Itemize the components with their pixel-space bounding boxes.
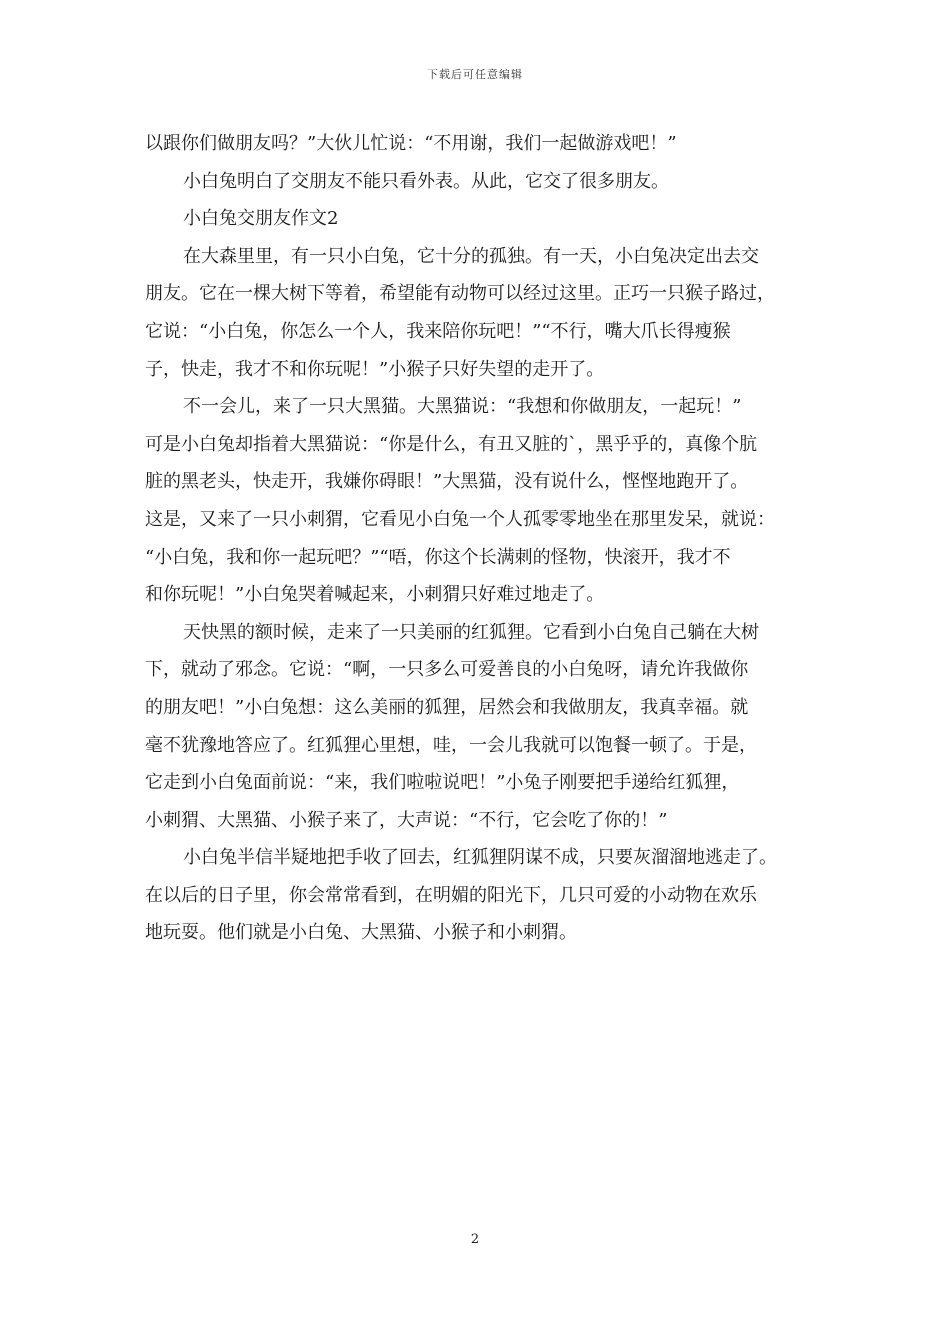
- text-line: 小白兔半信半疑地把手收了回去，红狐狸阴谋不成，只要灰溜溜地逃走了。: [183, 847, 777, 869]
- text-line: 这是，又来了一只小刺猬，它看见小白兔一个人孤零零地坐在那里发呆，就说：: [145, 508, 775, 530]
- text-line: 脏的黑老头，快走开，我嫌你碍眼！”大黑猫，没有说什么，悭悭地跑开了。: [145, 471, 749, 493]
- page-header: 下载后可任意编辑: [427, 68, 523, 81]
- text-line: 毫不犹豫地答应了。红狐狸心里想，哇，一会儿我就可以饱餐一顿了。于是，: [145, 734, 757, 756]
- text-line: 和你玩呢！”小白兔哭着喊起来，小刺猬只好难过地走了。: [145, 584, 605, 606]
- document-body: [145, 125, 825, 952]
- text-line: 子，快走，我才不和你玩呢！”小猴子只好失望的走开了。: [145, 358, 605, 380]
- text-line: 小白兔明白了交朋友不能只看外表。从此，它交了很多朋友。: [183, 170, 669, 192]
- text-line: 可是小白兔却指着大黑猫说：“你是什么，有丑又脏的`，黑乎乎的，真像个肮: [145, 433, 758, 455]
- text-line: 在大森里里，有一只小白兔，它十分的孤独。有一天，小白兔决定出去交: [183, 245, 759, 267]
- text-line: 以跟你们做朋友吗？”大伙儿忙说：“不用谢，我们一起做游戏吧！”: [145, 133, 677, 154]
- text-line: 天快黑的额时候，走来了一只美丽的红狐狸。它看到小白兔自己躺在大树: [183, 621, 759, 643]
- text-line: 下，就动了邪念。它说：“啊，一只多么可爱善良的小白兔呀，请允许我做你: [145, 659, 749, 681]
- page-number: 2: [470, 1232, 480, 1247]
- text-line: 它说：“小白兔，你怎么一个人，我来陪你玩吧！”“不行，嘴大爪长得瘦猴: [145, 320, 731, 342]
- text-line: 朋友。它在一棵大树下等着，希望能有动物可以经过这里。正巧一只猴子路过，: [145, 283, 775, 305]
- text-line: 不一会儿，来了一只大黑猫。大黑猫说：“我想和你做朋友，一起玩！”: [183, 396, 742, 418]
- text-line: 在以后的日子里，你会常常看到，在明媚的阳光下，几只可爱的小动物在欢乐: [145, 884, 757, 906]
- text-line: 小刺猬、大黑猫、小猴子来了，大声说：“不行，它会吃了你的！”: [145, 809, 668, 831]
- text-line: 的朋友吧！”小白兔想：这么美丽的狐狸，居然会和我做朋友，我真幸福。就: [145, 696, 749, 718]
- text-line: 地玩耍。他们就是小白兔、大黑猫、小猴子和小刺猬。: [145, 922, 577, 944]
- text-line: 它走到小白兔面前说：“来，我们啦啦说吧！”小兔子刚要把手递给红狐狸，: [145, 772, 740, 794]
- text-line: “小白兔，我和你一起玩吧？”“唔，你这个长满刺的怪物，快滚开，我才不: [145, 546, 731, 568]
- section-title: 小白兔交朋友作文2: [183, 208, 339, 230]
